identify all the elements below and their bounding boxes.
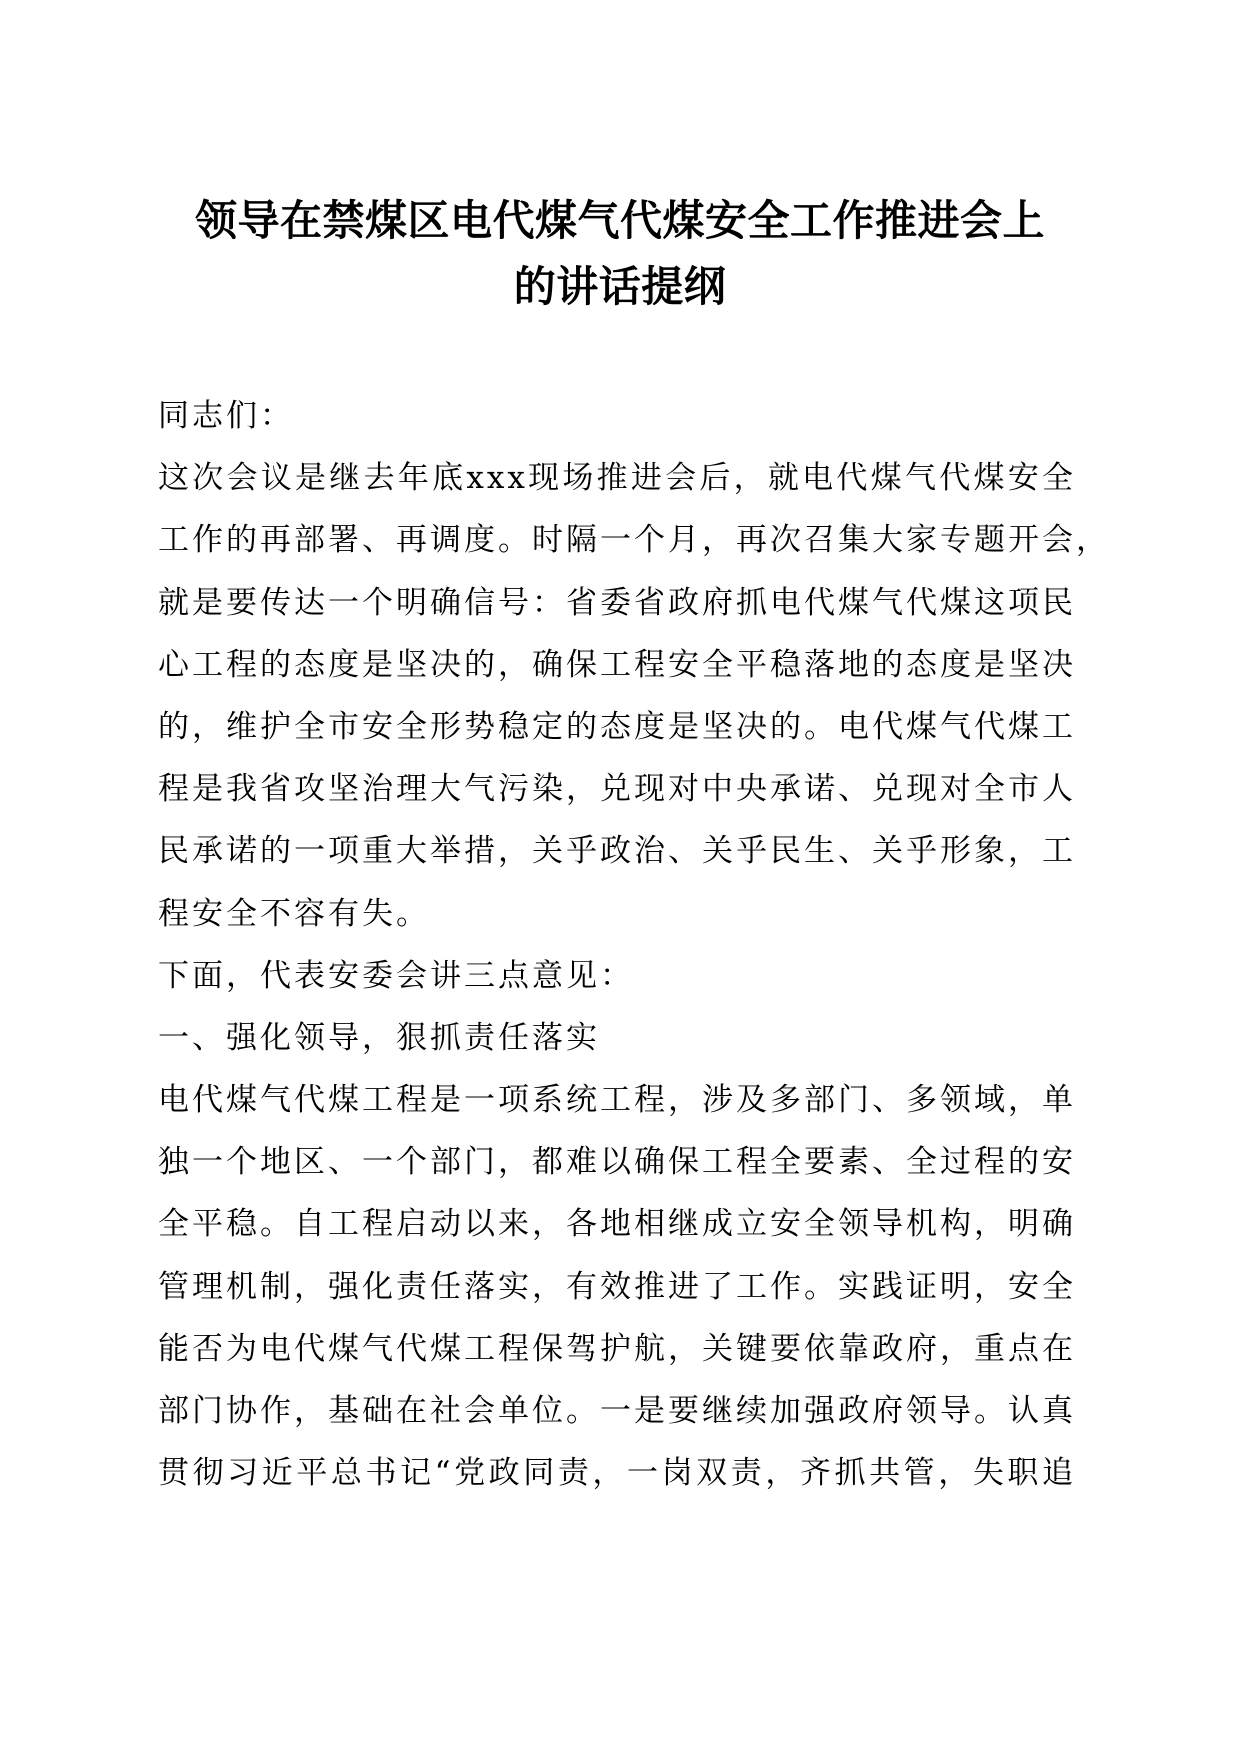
- paragraph-line: 就是要传达一个明确信号：省委省政府抓电代煤气代煤这项民: [158, 584, 1076, 621]
- title-line-2: 的讲话提纲: [513, 262, 727, 311]
- paragraph-line: 贯彻习近平总书记“党政同责，一岗双责，齐抓共管，失职追: [158, 1455, 1076, 1492]
- paragraph-intro: [158, 447, 1110, 945]
- paragraph-section-1: [158, 1069, 1076, 1504]
- paragraph-line: 部门协作，基础在社会单位。一是要继续加强政府领导。认真: [158, 1393, 1076, 1429]
- paragraph-line: 下面，代表安委会讲三点意见：: [158, 957, 634, 994]
- paragraph-line: 独一个地区、一个部门，都难以确保工程全要素、全过程的安: [158, 1144, 1076, 1181]
- paragraph-transition: [158, 945, 1076, 1007]
- paragraph-line: 程安全不容有失。: [158, 895, 430, 932]
- paragraph-line: 工作的再部署、再调度。时隔一个月，再次召集大家专题开会，: [158, 522, 1110, 559]
- paragraph-line: 民承诺的一项重大举措，关乎政治、关乎民生、关乎形象，工: [158, 833, 1076, 870]
- paragraph-line: 这次会议是继去年底xxx现场推进会后，就电代煤气代煤安全: [158, 460, 1076, 497]
- section-heading-text: 一、强化领导，狠抓责任落实: [158, 1019, 600, 1056]
- paragraph-line: 能否为电代煤气代煤工程保驾护航，关键要依靠政府，重点在: [158, 1330, 1076, 1367]
- document-body: [158, 385, 1110, 1504]
- section-heading-1: [158, 1007, 1076, 1069]
- document-title: [150, 188, 1090, 320]
- paragraph-line: 电代煤气代煤工程是一项系统工程，涉及多部门、多领域，单: [158, 1082, 1076, 1119]
- salutation-text: 同志们：: [158, 398, 294, 434]
- paragraph-line: 全平稳。自工程启动以来，各地相继成立安全领导机构，明确: [158, 1206, 1076, 1243]
- paragraph-line: 心工程的态度是坚决的，确保工程安全平稳落地的态度是坚决: [158, 646, 1076, 683]
- salutation: [158, 385, 1076, 447]
- paragraph-line: 程是我省攻坚治理大气污染，兑现对中央承诺、兑现对全市人: [158, 771, 1076, 808]
- paragraph-line: 管理机制，强化责任落实，有效推进了工作。实践证明，安全: [158, 1268, 1076, 1305]
- title-line-1: 领导在禁煤区电代煤气代煤安全工作推进会上: [194, 196, 1045, 245]
- paragraph-line: 的，维护全市安全形势稳定的态度是坚决的。电代煤气代煤工: [158, 708, 1076, 745]
